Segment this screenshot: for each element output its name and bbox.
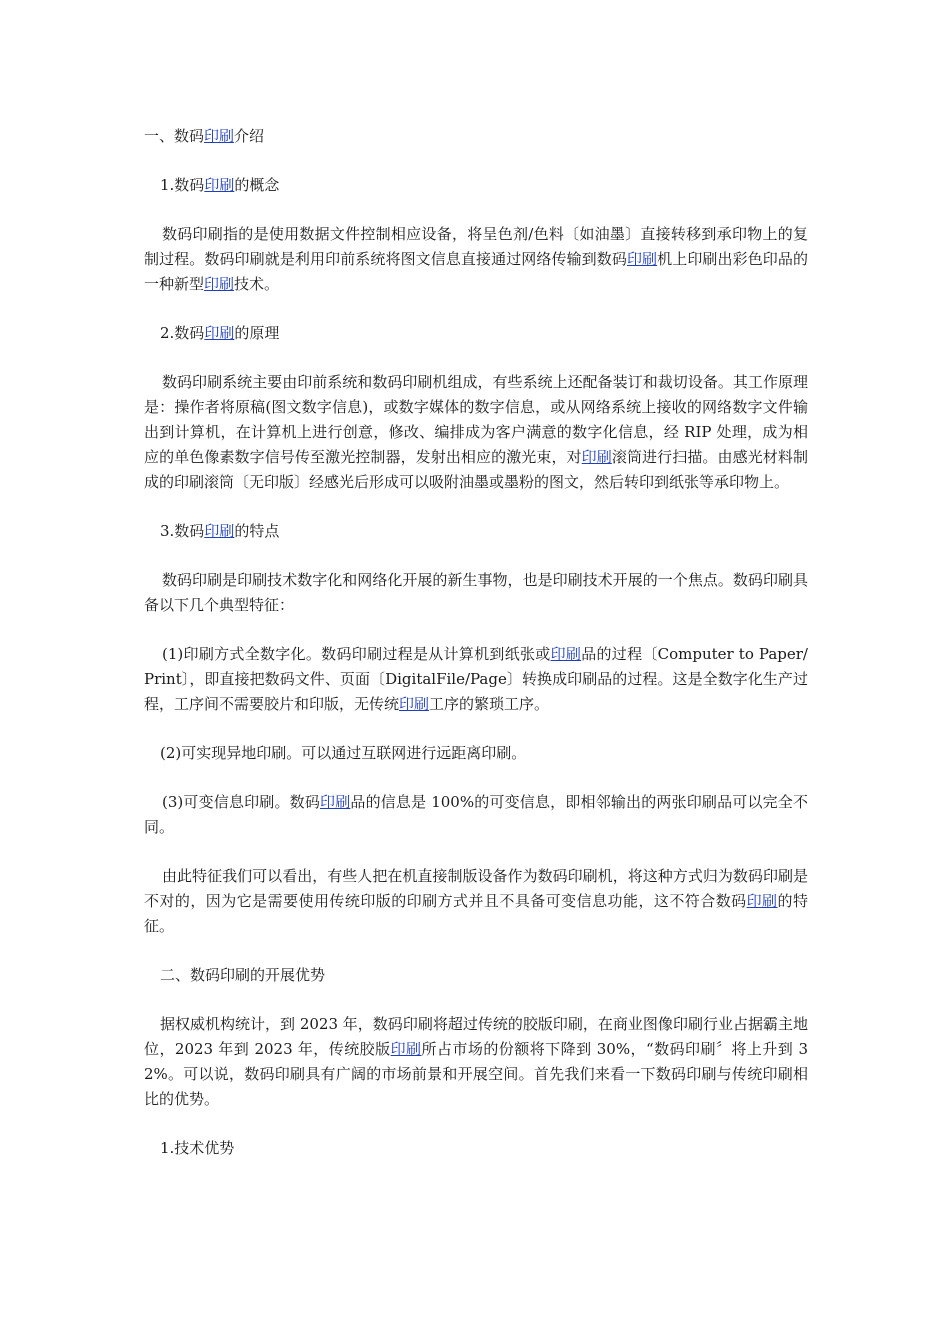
text-run: 机上印刷出彩色印品的一种新型: [144, 250, 808, 293]
text-run: 品的信息是 100%的可变信息，即相邻输出的两张印刷品可以完全不同。: [144, 793, 808, 836]
inline-link[interactable]: 印刷: [390, 1040, 422, 1058]
text-run: 1.技术优势: [160, 1139, 235, 1157]
text-run: (3)可变信息印刷。数码: [162, 793, 321, 811]
paragraph-h1: [144, 124, 808, 149]
text-run: 由此特征我们可以看出，有些人把在机直接制版设备作为数码印刷机，将这种方式归为数码印刷是不对的，因为它是需要使用传统印版的印刷方式并且不具备可变信息功能，这不符合数码: [144, 867, 808, 910]
inline-link[interactable]: 印刷: [204, 275, 235, 293]
paragraph-h1-2: [144, 321, 808, 346]
paragraph-h1-1: [144, 173, 808, 198]
text-run: 数码印刷系统主要由印前系统和数码印刷机组成，有些系统上还配备装订和裁切设备。其工作原理是：操作者将原稿(图文数字信息)，或数字媒体的数字信息，或从网络系统上接收的网络数字文件输出到计算机，在计算机上进行创意，修改、编排成为客户满意的数字化信息，经 RIP 处理，成为相应的单色像素数字信号传至激光控制器，发射出相应的激光束，对: [144, 373, 808, 466]
document-page: [144, 124, 808, 1185]
inline-link[interactable]: 印刷: [399, 695, 430, 713]
text-run: 2.数码: [160, 324, 205, 342]
inline-link[interactable]: 印刷: [204, 324, 235, 342]
inline-link[interactable]: 印刷: [626, 250, 658, 268]
paragraph-p1: [144, 222, 808, 297]
paragraph-h2: [144, 963, 808, 988]
paragraph-h2-1: [144, 1136, 808, 1161]
paragraph-p8: [144, 1012, 808, 1112]
text-run: 1.数码: [160, 176, 205, 194]
text-run: 数码印刷是印刷技术数字化和网络化开展的新生事物，也是印刷技术开展的一个焦点。数码印刷具备以下几个典型特征：: [144, 571, 808, 614]
text-run: 3.数码: [160, 522, 205, 540]
inline-link[interactable]: 印刷: [320, 793, 351, 811]
inline-link[interactable]: 印刷: [204, 522, 235, 540]
text-run: 的概念: [234, 176, 280, 194]
paragraph-p3: [144, 568, 808, 618]
text-run: 的特点: [234, 522, 280, 540]
text-run: 技术。: [234, 275, 280, 293]
paragraph-p4: [144, 642, 808, 717]
text-run: 品的过程〔Computer to Paper/Print〕，即直接把数码文件、页面〔DigitalFile/Page〕转换成印刷品的过程。这是全数字化生产过程，工序间不需要胶片和印版，无传统: [144, 645, 808, 713]
text-run: 介绍: [234, 127, 265, 145]
paragraph-h1-3: [144, 519, 808, 544]
inline-link[interactable]: 印刷: [204, 176, 235, 194]
text-run: 一、数码: [144, 127, 205, 145]
text-run: 的特征。: [144, 892, 808, 935]
text-run: 所占市场的份额将下降到 30%，“数码印刷〞将上升到 32%。可以说，数码印刷具有广阔的市场前景和开展空间。首先我们来看一下数码印刷与传统印刷相比的优势。: [144, 1040, 809, 1108]
inline-link[interactable]: 印刷: [746, 892, 778, 910]
inline-link[interactable]: 印刷: [204, 127, 235, 145]
paragraph-p7: [144, 864, 808, 939]
paragraph-p2: [144, 370, 808, 495]
inline-link[interactable]: 印刷: [550, 645, 582, 663]
inline-link[interactable]: 印刷: [581, 448, 612, 466]
text-run: 数码印刷指的是使用数据文件控制相应设备，将呈色剂/色料〔如油墨〕直接转移到承印物上的复制过程。数码印刷就是利用印前系统将图文信息直接通过网络传输到数码: [144, 225, 808, 268]
text-run: (2)可实现异地印刷。可以通过互联网进行远距离印刷。: [160, 744, 527, 762]
text-run: 据权威机构统计，到 2023 年，数码印刷将超过传统的胶版印刷，在商业图像印刷行业占据霸主地位，2023 年到 2023 年，传统胶版: [144, 1015, 808, 1058]
text-run: 的原理: [234, 324, 280, 342]
text-run: 二、数码印刷的开展优势: [160, 966, 326, 984]
paragraph-p6: [144, 790, 808, 840]
text-run: (1)印刷方式全数字化。数码印刷过程是从计算机到纸张或: [162, 645, 551, 663]
text-run: 滚筒进行扫描。由感光材料制成的印刷滚筒〔无印版〕经感光后形成可以吸附油墨或墨粉的图文，然后转印到纸张等承印物上。: [144, 448, 808, 491]
text-run: 工序的繁琐工序。: [429, 695, 550, 713]
paragraph-p5: [144, 741, 808, 766]
